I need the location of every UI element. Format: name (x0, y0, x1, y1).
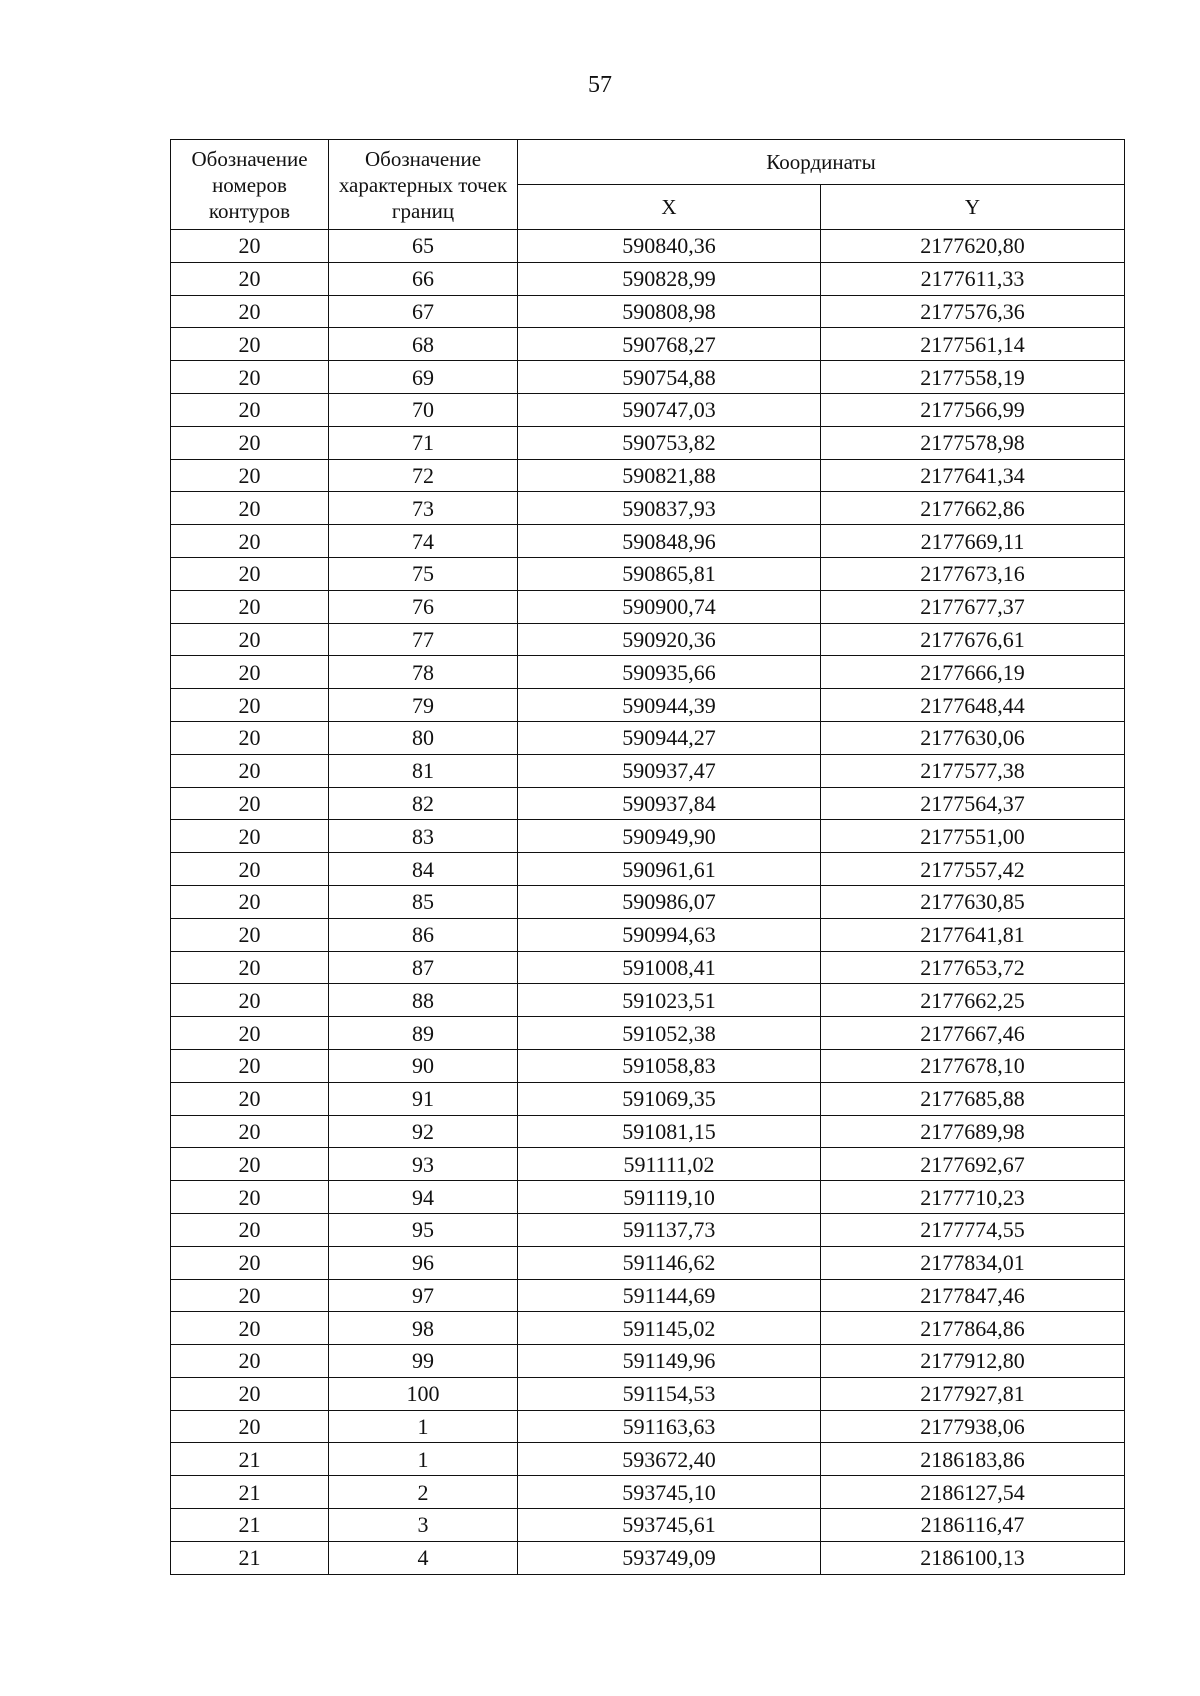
table-row (171, 426, 1125, 459)
table-row (171, 721, 1125, 754)
cell-point: 3 (329, 1509, 518, 1542)
cell-x: 591149,96 (518, 1345, 821, 1378)
table-row (171, 1345, 1125, 1378)
header-y: Y (821, 185, 1125, 230)
header-x: X (518, 185, 821, 230)
cell-point: 96 (329, 1246, 518, 1279)
cell-contour: 20 (171, 918, 329, 951)
page-number: 57 (588, 72, 612, 98)
cell-x: 590900,74 (518, 590, 821, 623)
cell-point: 90 (329, 1049, 518, 1082)
cell-y: 2177641,34 (821, 459, 1125, 492)
cell-x: 590994,63 (518, 918, 821, 951)
cell-x: 590821,88 (518, 459, 821, 492)
cell-point: 99 (329, 1345, 518, 1378)
cell-contour: 20 (171, 754, 329, 787)
table-row (171, 525, 1125, 558)
cell-x: 591137,73 (518, 1213, 821, 1246)
cell-point: 95 (329, 1213, 518, 1246)
cell-x: 591111,02 (518, 1148, 821, 1181)
cell-point: 81 (329, 754, 518, 787)
cell-y: 2186183,86 (821, 1443, 1125, 1476)
cell-y: 2177620,80 (821, 230, 1125, 263)
cell-point: 84 (329, 853, 518, 886)
cell-y: 2177577,38 (821, 754, 1125, 787)
table-row (171, 918, 1125, 951)
cell-y: 2177685,88 (821, 1082, 1125, 1115)
cell-contour: 20 (171, 1082, 329, 1115)
cell-y: 2177558,19 (821, 361, 1125, 394)
cell-x: 590949,90 (518, 820, 821, 853)
cell-point: 86 (329, 918, 518, 951)
table-row (171, 295, 1125, 328)
cell-point: 79 (329, 689, 518, 722)
cell-contour: 21 (171, 1541, 329, 1574)
table-row (171, 1082, 1125, 1115)
cell-y: 2177662,25 (821, 984, 1125, 1017)
cell-contour: 20 (171, 1148, 329, 1181)
cell-y: 2177774,55 (821, 1213, 1125, 1246)
cell-x: 593672,40 (518, 1443, 821, 1476)
cell-contour: 20 (171, 1279, 329, 1312)
table-row (171, 885, 1125, 918)
cell-contour: 20 (171, 1181, 329, 1214)
cell-y: 2186116,47 (821, 1509, 1125, 1542)
cell-contour: 20 (171, 590, 329, 623)
header-boundary-point: Обозначение характерных точек границ (329, 140, 518, 230)
cell-y: 2177678,10 (821, 1049, 1125, 1082)
table-row (171, 1181, 1125, 1214)
cell-contour: 20 (171, 721, 329, 754)
cell-point: 73 (329, 492, 518, 525)
table-row (171, 689, 1125, 722)
cell-y: 2177864,86 (821, 1312, 1125, 1345)
cell-point: 91 (329, 1082, 518, 1115)
cell-contour: 20 (171, 689, 329, 722)
cell-contour: 20 (171, 230, 329, 263)
cell-x: 590754,88 (518, 361, 821, 394)
cell-x: 590961,61 (518, 853, 821, 886)
cell-x: 591154,53 (518, 1377, 821, 1410)
cell-point: 78 (329, 656, 518, 689)
header-coordinates: Координаты (518, 140, 1125, 185)
cell-contour: 20 (171, 951, 329, 984)
cell-y: 2177557,42 (821, 853, 1125, 886)
cell-contour: 20 (171, 820, 329, 853)
cell-y: 2177653,72 (821, 951, 1125, 984)
table-row (171, 1541, 1125, 1574)
cell-contour: 20 (171, 984, 329, 1017)
cell-contour: 20 (171, 525, 329, 558)
cell-point: 83 (329, 820, 518, 853)
table-row (171, 230, 1125, 263)
table-row (171, 1148, 1125, 1181)
cell-x: 591119,10 (518, 1181, 821, 1214)
cell-y: 2177630,06 (821, 721, 1125, 754)
cell-contour: 20 (171, 1246, 329, 1279)
cell-contour: 21 (171, 1509, 329, 1542)
cell-x: 590944,39 (518, 689, 821, 722)
cell-point: 1 (329, 1410, 518, 1443)
cell-point: 76 (329, 590, 518, 623)
table-row (171, 590, 1125, 623)
cell-contour: 20 (171, 426, 329, 459)
table-row (171, 623, 1125, 656)
cell-point: 98 (329, 1312, 518, 1345)
cell-y: 2177667,46 (821, 1017, 1125, 1050)
cell-x: 591069,35 (518, 1082, 821, 1115)
cell-point: 93 (329, 1148, 518, 1181)
cell-point: 74 (329, 525, 518, 558)
cell-y: 2186127,54 (821, 1476, 1125, 1509)
table-row (171, 557, 1125, 590)
cell-point: 92 (329, 1115, 518, 1148)
cell-x: 590937,47 (518, 754, 821, 787)
cell-point: 87 (329, 951, 518, 984)
cell-point: 82 (329, 787, 518, 820)
cell-y: 2177676,61 (821, 623, 1125, 656)
cell-contour: 20 (171, 328, 329, 361)
cell-point: 97 (329, 1279, 518, 1312)
cell-x: 590828,99 (518, 262, 821, 295)
cell-point: 70 (329, 393, 518, 426)
cell-y: 2177564,37 (821, 787, 1125, 820)
cell-y: 2177576,36 (821, 295, 1125, 328)
table-row (171, 1443, 1125, 1476)
table-row (171, 1213, 1125, 1246)
table-row (171, 951, 1125, 984)
cell-y: 2177551,00 (821, 820, 1125, 853)
cell-x: 591144,69 (518, 1279, 821, 1312)
cell-contour: 20 (171, 1345, 329, 1378)
coordinates-table (170, 139, 1125, 1575)
cell-contour: 20 (171, 853, 329, 886)
cell-y: 2177927,81 (821, 1377, 1125, 1410)
cell-contour: 20 (171, 1410, 329, 1443)
cell-point: 2 (329, 1476, 518, 1509)
cell-contour: 20 (171, 1213, 329, 1246)
cell-x: 590768,27 (518, 328, 821, 361)
cell-contour: 20 (171, 459, 329, 492)
cell-x: 590937,84 (518, 787, 821, 820)
cell-y: 2177566,99 (821, 393, 1125, 426)
cell-x: 590747,03 (518, 393, 821, 426)
table-row (171, 1049, 1125, 1082)
cell-point: 75 (329, 557, 518, 590)
table-row (171, 262, 1125, 295)
cell-point: 1 (329, 1443, 518, 1476)
cell-y: 2177669,11 (821, 525, 1125, 558)
cell-y: 2177561,14 (821, 328, 1125, 361)
table-row (171, 656, 1125, 689)
cell-y: 2177677,37 (821, 590, 1125, 623)
cell-x: 590753,82 (518, 426, 821, 459)
cell-x: 590944,27 (518, 721, 821, 754)
cell-point: 80 (329, 721, 518, 754)
cell-point: 4 (329, 1541, 518, 1574)
cell-x: 591058,83 (518, 1049, 821, 1082)
cell-point: 100 (329, 1377, 518, 1410)
cell-y: 2177689,98 (821, 1115, 1125, 1148)
cell-contour: 20 (171, 557, 329, 590)
cell-x: 591163,63 (518, 1410, 821, 1443)
cell-y: 2177662,86 (821, 492, 1125, 525)
cell-y: 2177673,16 (821, 557, 1125, 590)
table-row (171, 1476, 1125, 1509)
cell-x: 590837,93 (518, 492, 821, 525)
table-row (171, 328, 1125, 361)
cell-contour: 20 (171, 656, 329, 689)
cell-y: 2177630,85 (821, 885, 1125, 918)
cell-y: 2177710,23 (821, 1181, 1125, 1214)
header-contour-number: Обозначение номеров контуров (171, 140, 329, 230)
cell-point: 65 (329, 230, 518, 263)
table-row (171, 459, 1125, 492)
cell-x: 590840,36 (518, 230, 821, 263)
table-row (171, 820, 1125, 853)
table-row (171, 492, 1125, 525)
cell-x: 590920,36 (518, 623, 821, 656)
table-row (171, 754, 1125, 787)
cell-y: 2177666,19 (821, 656, 1125, 689)
cell-y: 2177611,33 (821, 262, 1125, 295)
cell-contour: 20 (171, 1312, 329, 1345)
cell-point: 88 (329, 984, 518, 1017)
cell-contour: 20 (171, 1115, 329, 1148)
cell-x: 591146,62 (518, 1246, 821, 1279)
cell-contour: 20 (171, 1017, 329, 1050)
cell-x: 591052,38 (518, 1017, 821, 1050)
cell-y: 2177578,98 (821, 426, 1125, 459)
cell-point: 67 (329, 295, 518, 328)
table-row (171, 984, 1125, 1017)
cell-contour: 20 (171, 1049, 329, 1082)
table-row (171, 1509, 1125, 1542)
cell-y: 2177692,67 (821, 1148, 1125, 1181)
cell-x: 591023,51 (518, 984, 821, 1017)
cell-contour: 20 (171, 361, 329, 394)
cell-x: 590935,66 (518, 656, 821, 689)
table-row (171, 787, 1125, 820)
cell-point: 71 (329, 426, 518, 459)
cell-contour: 21 (171, 1476, 329, 1509)
cell-contour: 20 (171, 492, 329, 525)
table-row (171, 393, 1125, 426)
cell-y: 2177834,01 (821, 1246, 1125, 1279)
table-row (171, 1115, 1125, 1148)
cell-point: 94 (329, 1181, 518, 1214)
cell-point: 77 (329, 623, 518, 656)
cell-x: 593749,09 (518, 1541, 821, 1574)
cell-point: 85 (329, 885, 518, 918)
cell-x: 591008,41 (518, 951, 821, 984)
cell-contour: 20 (171, 1377, 329, 1410)
table-row (171, 1279, 1125, 1312)
cell-y: 2177641,81 (821, 918, 1125, 951)
table-row (171, 1377, 1125, 1410)
cell-contour: 20 (171, 262, 329, 295)
cell-point: 66 (329, 262, 518, 295)
cell-x: 590986,07 (518, 885, 821, 918)
cell-x: 590848,96 (518, 525, 821, 558)
cell-x: 593745,61 (518, 1509, 821, 1542)
cell-x: 591145,02 (518, 1312, 821, 1345)
cell-y: 2177912,80 (821, 1345, 1125, 1378)
table-row (171, 1017, 1125, 1050)
cell-contour: 20 (171, 295, 329, 328)
table-row (171, 853, 1125, 886)
cell-contour: 21 (171, 1443, 329, 1476)
cell-point: 72 (329, 459, 518, 492)
cell-contour: 20 (171, 787, 329, 820)
cell-y: 2186100,13 (821, 1541, 1125, 1574)
table-row (171, 1246, 1125, 1279)
cell-point: 68 (329, 328, 518, 361)
cell-point: 89 (329, 1017, 518, 1050)
cell-y: 2177648,44 (821, 689, 1125, 722)
table-body (171, 230, 1125, 1575)
table-header (171, 140, 1125, 230)
cell-contour: 20 (171, 623, 329, 656)
cell-x: 590865,81 (518, 557, 821, 590)
cell-x: 593745,10 (518, 1476, 821, 1509)
cell-contour: 20 (171, 885, 329, 918)
cell-point: 69 (329, 361, 518, 394)
cell-y: 2177938,06 (821, 1410, 1125, 1443)
cell-x: 590808,98 (518, 295, 821, 328)
cell-y: 2177847,46 (821, 1279, 1125, 1312)
table-row (171, 361, 1125, 394)
cell-contour: 20 (171, 393, 329, 426)
table-row (171, 1312, 1125, 1345)
cell-x: 591081,15 (518, 1115, 821, 1148)
table-row (171, 1410, 1125, 1443)
